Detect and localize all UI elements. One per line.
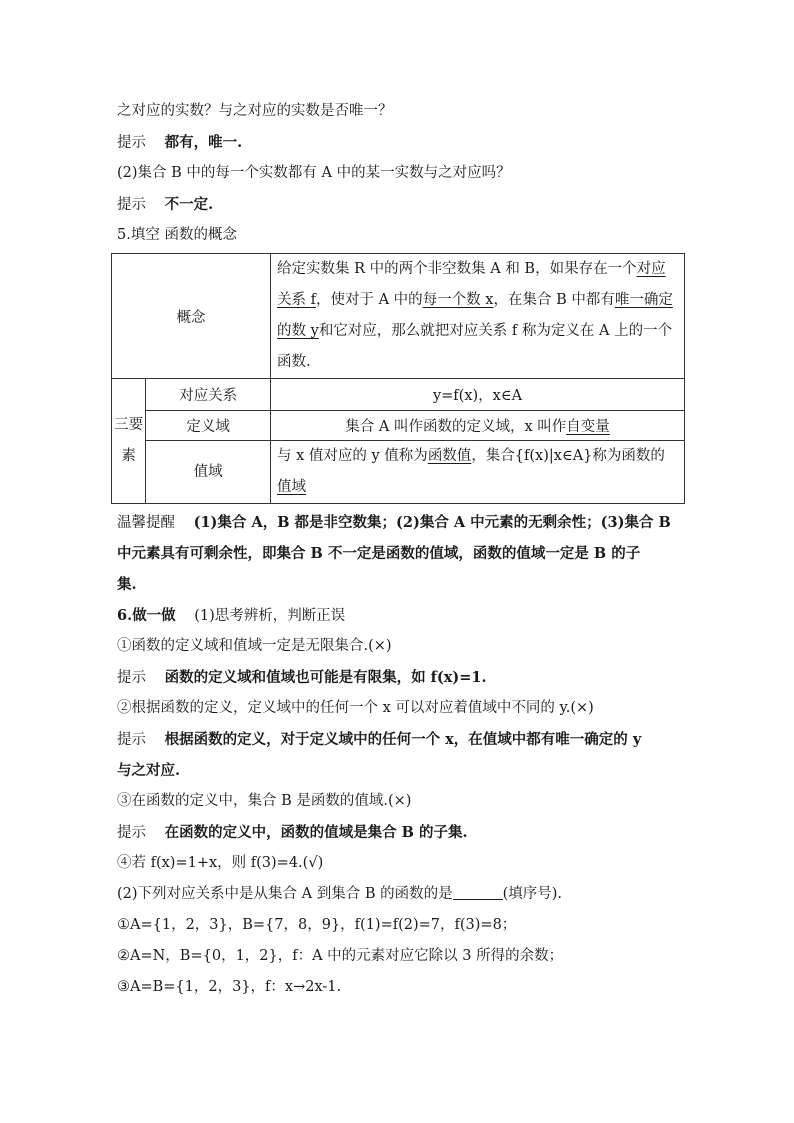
hint-line [117,817,687,848]
page-body [117,96,687,251]
section-heading [117,600,687,631]
mapping-row [112,379,685,411]
row-label: 定义域 [146,411,271,441]
hint-label: 提示 [117,135,146,151]
page-body-lower [117,507,687,1003]
question-line: (2)集合 B 中的每一个实数都有 A 中的某一实数与之对应吗？ [117,165,511,181]
section-heading: 5.填空 函数的概念 [117,227,237,243]
range-row [112,441,685,504]
concept-label: 概念 [112,254,271,379]
row-label: 值域 [146,441,271,504]
practice-item: ①函数的定义域和值域一定是无限集合.(×) [117,638,392,654]
hint-text: 根据函数的定义，对于定义域中的任何一个 x，在值域中都有唯一确定的 y [164,731,642,748]
option-item: ①A={1，2，3}，B={7，8，9}，f(1)=f(2)=7，f(3)=8； [117,917,517,933]
hint-label: 提示 [117,732,146,748]
hint-line [117,127,687,158]
hint-text: 函数的定义域和值域也可能是有限集，如 f(x)=1. [164,669,487,686]
section-label: 6.做一做 [117,607,176,624]
hint-text: 都有，唯一. [164,134,243,151]
tip-line [117,507,687,538]
domain-row [112,411,685,441]
practice-item: ④若 f(x)=1+x，则 f(3)=4.(√) [117,855,324,871]
hint-line [117,662,687,693]
row-value: 与 x 值对应的 y 值称为函数值，集合{f(x)|x∈A}称为函数的值域 [271,441,685,504]
section-text: (1)思考辨析，判断正误 [194,608,346,624]
hint-text: 在函数的定义中，函数的值域是集合 B 的子集. [164,824,468,841]
tip-line: 集. [117,576,137,593]
hint-text: 不一定. [164,196,214,213]
tip-label: 温馨提醒 [117,515,175,531]
hint-line [117,189,687,220]
three-elements-label: 三要素 [112,379,146,504]
hint-label: 提示 [117,197,146,213]
tip-text: (1)集合 A，B 都是非空数集；(2)集合 A 中元素的无剩余性；(3)集合 B [193,514,671,531]
row-label: 对应关系 [146,379,271,411]
row-value: y=f(x)，x∈A [271,379,685,411]
text-line: 之对应的实数？与之对应的实数是否唯一？ [117,103,393,119]
tip-line: 中元素具有可剩余性，即集合 B 不一定是函数的值域，函数的值域一定是 B 的子 [117,545,641,562]
row-value: 集合 A 叫作函数的定义域，x 叫作自变量 [271,411,685,441]
option-item: ②A=N，B={0，1，2}，f：A 中的元素对应它除以 3 所得的余数； [117,948,564,964]
hint-label: 提示 [117,670,146,686]
concept-row [112,254,685,379]
hint-text-continued: 与之对应. [117,762,181,779]
practice-item: ③在函数的定义中，集合 B 是函数的值域.(×) [117,793,412,809]
hint-line [117,724,687,755]
concept-definition: 给定实数集 R 中的两个非空数集 A 和 B，如果存在一个对应关系 f，使对于 A 中的每一个数 x，在集合 B 中都有唯一确定的数 y和它对应，那么就把对应关系 f 称为定义在 A 上的一个函数. [271,254,685,379]
option-item: ③A=B={1，2，3}，f：x→2x-1. [117,979,342,995]
function-concept-table [111,253,685,504]
answer-blank[interactable] [453,883,503,900]
question-line: (2)下列对应关系中是从集合 A 到集合 B 的函数的是 (填序号). [117,879,687,910]
practice-item: ②根据函数的定义，定义域中的任何一个 x 可以对应着值域中不同的 y.(×) [117,700,594,716]
hint-label: 提示 [117,825,146,841]
